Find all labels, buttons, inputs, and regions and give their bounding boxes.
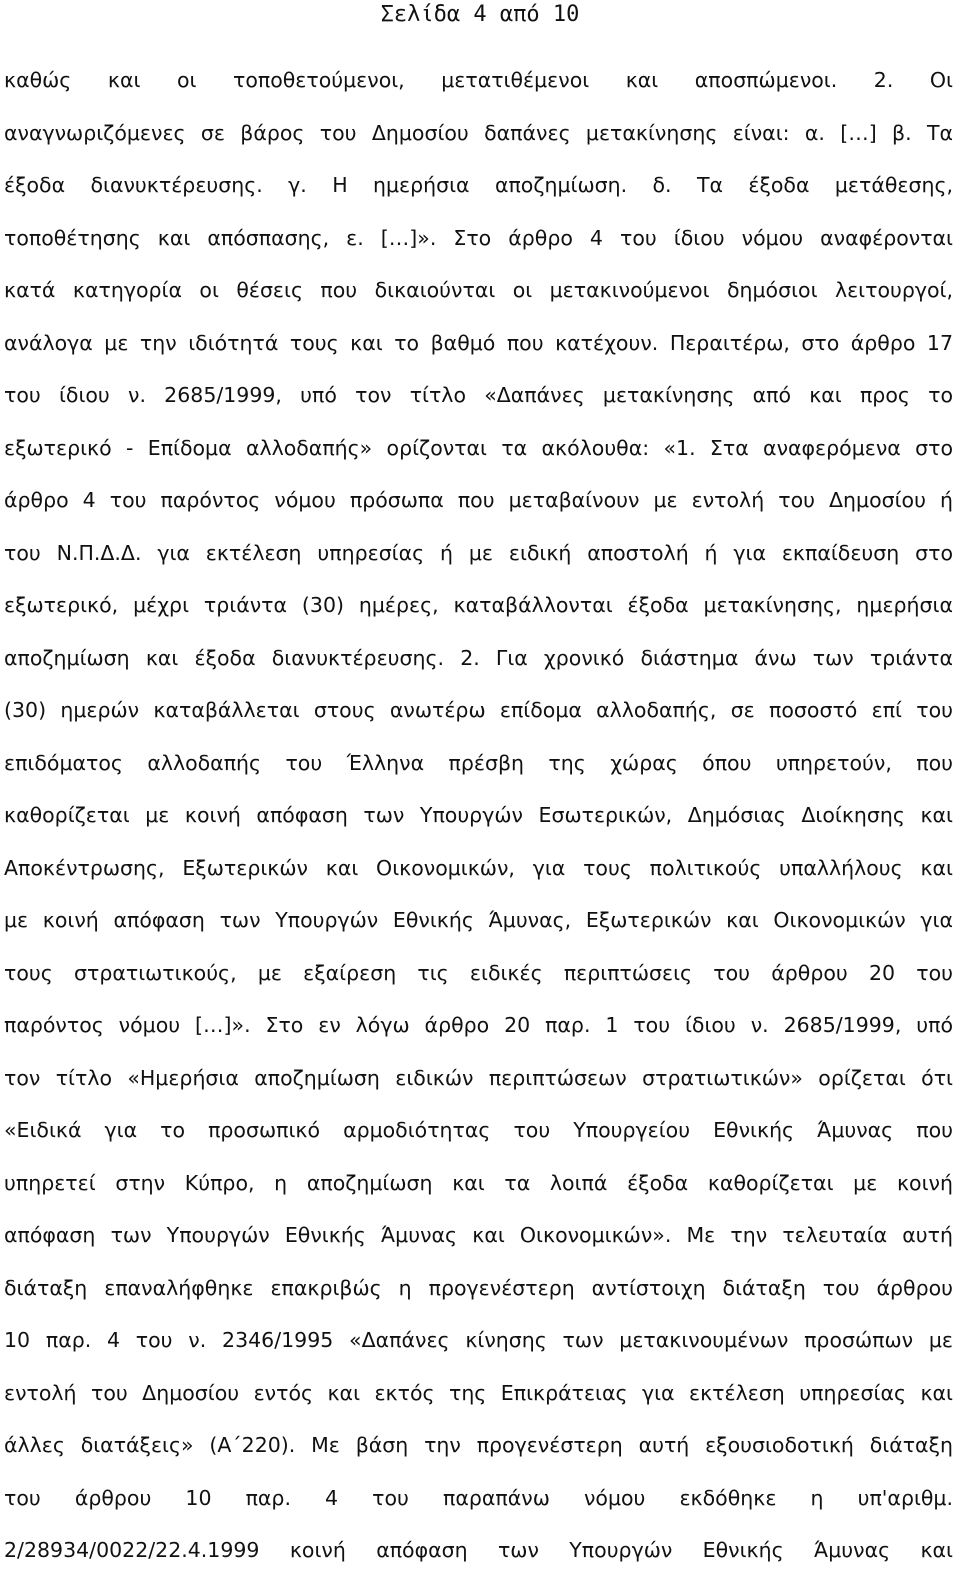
text-line: καθορίζεται με κοινή απόφαση των Υπουργών Εσωτερικών, Δημόσιας Διοίκησης και (4, 803, 953, 827)
document-body (0, 54, 960, 1577)
text-line: απόφαση των Υπουργών Εθνικής Άμυνας και Οικονομικών». Με την τελευταία αυτή (4, 1223, 953, 1247)
text-line: κατά κατηγορία οι θέσεις που δικαιούνται οι μετακινούμενοι δημόσιοι λειτουργοί, (4, 278, 953, 302)
text-line: 2/28934/0022/22.4.1999 κοινή απόφαση των Υπουργών Εθνικής Άμυνας και (4, 1538, 953, 1562)
text-line: ανάλογα με την ιδιότητά τους και το βαθμό που κατέχουν. Περαιτέρω, στο άρθρο 17 (4, 330, 953, 355)
text-line: υπηρετεί στην Κύπρο, η αποζημίωση και τα λοιπά έξοδα καθορίζεται με κοινή (4, 1170, 953, 1195)
text-line: αποζημίωση και έξοδα διανυκτέρευσης. 2. Για χρονικό διάστημα άνω των τριάντα (4, 645, 953, 670)
text-line: παρόντος νόμου […]». Στο εν λόγω άρθρο 20 παρ. 1 του ίδιου ν. 2685/1999, υπό (4, 1013, 953, 1037)
text-line: τους στρατιωτικούς, με εξαίρεση τις ειδικές περιπτώσεις του άρθρου 20 του (4, 960, 953, 985)
text-line: επιδόματος αλλοδαπής του Έλληνα πρέσβη της χώρας όπου υπηρετούν, που (4, 750, 953, 775)
text-line: άλλες διατάξεις» (Α΄220). Με βάση την προγενέστερη αυτή εξουσιοδοτική διάταξη (4, 1433, 953, 1457)
text-line: Αποκέντρωσης, Εξωτερικών και Οικονομικών, για τους πολιτικούς υπαλλήλους και (4, 855, 953, 880)
text-line: του Ν.Π.Δ.Δ. για εκτέλεση υπηρεσίας ή με ειδική αποστολή ή για εκπαίδευση στο (4, 540, 953, 565)
text-line: έξοδα διανυκτέρευσης. γ. Η ημερήσια αποζημίωση. δ. Τα έξοδα μετάθεσης, (4, 173, 953, 197)
text-line: του ίδιου ν. 2685/1999, υπό τον τίτλο «Δαπάνες μετακίνησης από και προς το (4, 383, 953, 407)
text-line: τοποθέτησης και απόσπασης, ε. […]». Στο άρθρο 4 του ίδιου νόμου αναφέρονται (4, 225, 953, 250)
text-line: εντολή του Δημοσίου εντός και εκτός της Επικράτειας για εκτέλεση υπηρεσίας και (4, 1380, 953, 1405)
text-line: με κοινή απόφαση των Υπουργών Εθνικής Άμυνας, Εξωτερικών και Οικονομικών για (4, 908, 953, 932)
text-line: 10 παρ. 4 του ν. 2346/1995 «Δαπάνες κίνησης των μετακινουμένων προσώπων με (4, 1328, 953, 1352)
text-line: καθώς και οι τοποθετούμενοι, μετατιθέμενοι και αποσπώμενοι. 2. Οι (4, 68, 953, 92)
text-line: του άρθρου 10 παρ. 4 του παραπάνω νόμου εκδόθηκε η υπ'αριθμ. (4, 1485, 953, 1510)
text-line: αναγνωριζόμενες σε βάρος του Δημοσίου δαπάνες μετακίνησης είναι: α. […] β. Τα (4, 120, 953, 145)
text-line: διάταξη επαναλήφθηκε επακριβώς η προγενέστερη αντίστοιχη διάταξη του άρθρου (4, 1275, 953, 1300)
text-line: εξωτερικό, μέχρι τριάντα (30) ημέρες, καταβάλλονται έξοδα μετακίνησης, ημερήσια (4, 593, 953, 617)
text-line: «Ειδικά για το προσωπικό αρμοδιότητας του Υπουργείου Εθνικής Άμυνας που (4, 1118, 953, 1142)
text-line: εξωτερικό - Επίδομα αλλοδαπής» ορίζονται τα ακόλουθα: «1. Στα αναφερόμενα στο (4, 435, 953, 460)
text-line: τον τίτλο «Ημερήσια αποζημίωση ειδικών περιπτώσεων στρατιωτικών» ορίζεται ότι (4, 1065, 953, 1090)
text-line: (30) ημερών καταβάλλεται στους ανωτέρω επίδομα αλλοδαπής, σε ποσοστό επί του (4, 698, 953, 722)
text-line: άρθρο 4 του παρόντος νόμου πρόσωπα που μεταβαίνουν με εντολή του Δημοσίου ή (4, 488, 953, 512)
page-number-header: Σελίδα 4 από 10 (380, 2, 580, 27)
